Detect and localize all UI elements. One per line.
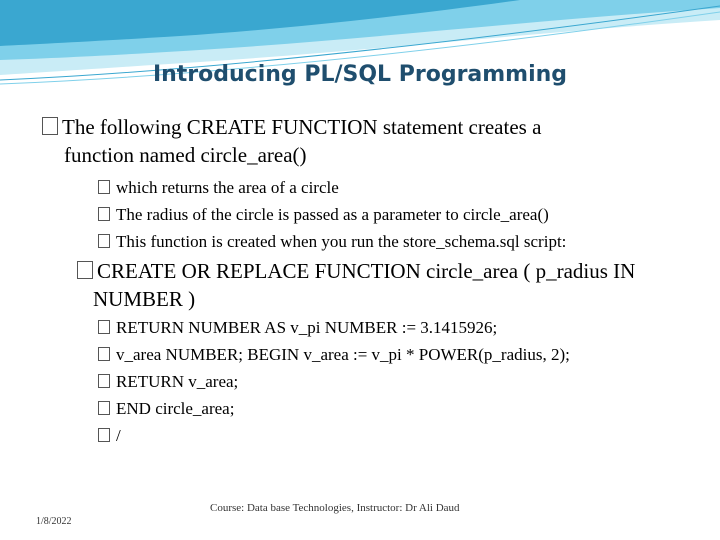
- sub-bullet-item: RETURN NUMBER AS v_pi NUMBER := 3.1415926;: [98, 314, 570, 341]
- footer-date: 1/8/2022: [36, 516, 72, 527]
- bullet-create-or-replace: [77, 257, 697, 313]
- bullet-box-icon: [98, 234, 110, 248]
- sub-bullet-item: /: [98, 422, 570, 449]
- footer-course-info: Course: Data base Technologies, Instructor: Dr Ali Daud: [210, 502, 460, 514]
- sub-bullet-item: The radius of the circle is passed as a parameter to circle_area(): [98, 201, 566, 228]
- sub-bullet-list-2: [98, 314, 570, 449]
- sub-bullet-item: This function is created when you run the store_schema.sql script:: [98, 228, 566, 255]
- bullet-box-icon: [98, 207, 110, 221]
- sub-bullet-item: v_area NUMBER; BEGIN v_area := v_pi * POWER(p_radius, 2);: [98, 341, 570, 368]
- bullet-box-icon: [42, 117, 58, 135]
- bullet-box-icon: [98, 428, 110, 442]
- sub-bullet-item: which returns the area of a circle: [98, 174, 566, 201]
- sub-bullet-list-1: [98, 174, 566, 255]
- sub-bullet-item: END circle_area;: [98, 395, 570, 422]
- bullet-text-line2: NUMBER ): [93, 287, 196, 311]
- bullet-box-icon: [98, 320, 110, 334]
- bullet-text-line1: The following CREATE FUNCTION statement creates a: [62, 115, 542, 139]
- slide-title: Introducing PL/SQL Programming: [152, 62, 568, 87]
- bullet-create-function: [42, 113, 682, 169]
- bullet-box-icon: [98, 401, 110, 415]
- bullet-box-icon: [77, 261, 93, 279]
- bullet-box-icon: [98, 347, 110, 361]
- bullet-text-line1: CREATE OR REPLACE FUNCTION circle_area ( p_radius IN: [97, 259, 636, 283]
- sub-bullet-item: RETURN v_area;: [98, 368, 570, 395]
- bullet-box-icon: [98, 374, 110, 388]
- bullet-box-icon: [98, 180, 110, 194]
- bullet-text-line2: function named circle_area(): [64, 143, 307, 167]
